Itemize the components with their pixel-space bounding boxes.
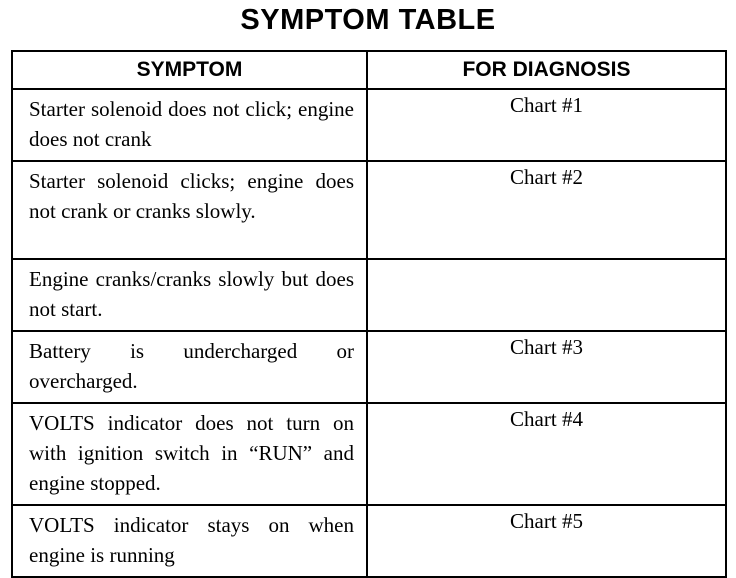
table-row [12,89,726,161]
symptom-cell: VOLTS indicator stays on when engine is running [12,505,367,577]
diagnosis-cell: Chart #2 [367,161,726,259]
table-row [12,331,726,403]
page-title: SYMPTOM TABLE [240,4,496,36]
symptom-cell: VOLTS indicator does not turn on with ignition switch in “RUN” and engine stopped. [12,403,367,505]
table-row [12,259,726,331]
diagnosis-cell: Chart #5 [367,505,726,577]
symptom-column-header: SYMPTOM [12,51,367,89]
symptom-cell: Starter solenoid does not click; engine does not crank [12,89,367,161]
symptom-cell: Engine cranks/cranks slowly but does not start. [12,259,367,331]
diagnosis-column-header: FOR DIAGNOSIS [367,51,726,89]
diagnosis-cell: Chart #1 [367,89,726,161]
symptom-table [11,50,727,578]
table-row [12,161,726,259]
diagnosis-cell: Chart #4 [367,403,726,505]
symptom-cell: Starter solenoid clicks; engine does not crank or cranks slowly. [12,161,367,259]
table-row [12,505,726,577]
diagnosis-cell: Chart #3 [367,331,726,403]
symptom-cell: Battery is undercharged or overcharged. [12,331,367,403]
diagnosis-cell [367,259,726,331]
table-row [12,403,726,505]
table-header-row [12,51,726,89]
